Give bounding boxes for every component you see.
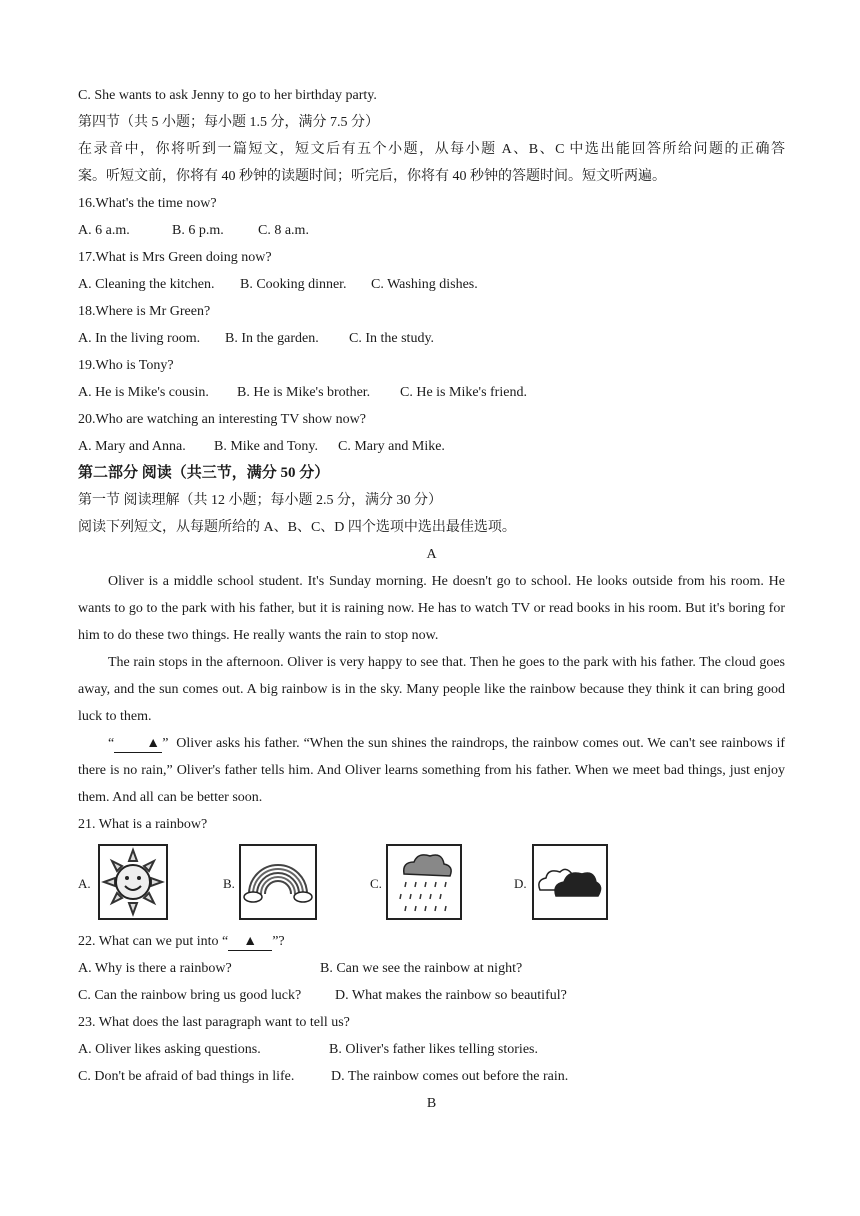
option-c: C. Don't be afraid of bad things in life. — [78, 1069, 295, 1084]
exam-page — [78, 82, 785, 1117]
section-4-heading: 第四节（共 5 小题；每小题 1.5 分，满分 7.5 分） — [78, 115, 379, 130]
question-16: 16.What's the time now? — [78, 196, 217, 211]
answer-blank: ▲ — [228, 934, 272, 951]
question-17: 17.What is Mrs Green doing now? — [78, 250, 272, 265]
question-23-options-row-1 — [78, 1036, 785, 1063]
option-c: C. In the study. — [349, 331, 435, 346]
option-b: B. Can we see the rainbow at night? — [320, 961, 523, 976]
answer-blank: ▲ — [114, 736, 162, 753]
option-b: B. Mike and Tony. — [214, 439, 319, 454]
picture-option-a — [78, 844, 170, 922]
passage-a-paragraph-2: The rain stops in the afternoon. Oliver is very happy to see that. Then he goes to the park with his father. The cloud goes away, and the sun comes out. A big rainbow is in the sky. Many people like the rainbow because they think it can bring good luck to them. — [78, 655, 785, 724]
option-d: D. What makes the rainbow so beautiful? — [335, 988, 567, 1003]
question-15-option-c: C. She wants to ask Jenny to go to her birthday party. — [78, 88, 377, 103]
section-4-instructions-line-1: 在录音中，你将听到一篇短文，短文后有五个小题，从每小题 A、B、C 中选出能回答所给问题的正确答 — [78, 142, 785, 157]
question-22-options-row-1 — [78, 955, 785, 982]
option-c: C. 8 a.m. — [258, 223, 309, 238]
passage-b-label: B — [426, 1096, 437, 1111]
option-a: A. Why is there a rainbow? — [78, 961, 232, 976]
question-21-picture-options — [78, 838, 785, 928]
picture-option-c — [370, 844, 470, 922]
option-a: A. He is Mike's cousin. — [78, 385, 209, 400]
option-b: B. He is Mike's brother. — [237, 385, 371, 400]
question-22 — [78, 928, 785, 955]
option-b: B. Oliver's father likes telling stories. — [329, 1042, 538, 1057]
section-4-instructions-line-2: 案。听短文前，你将有 40 秒钟的读题时间；听完后，你将有 40 秒钟的答题时间。短文听两遍。 — [78, 169, 666, 184]
question-22-text: 22. What can we put into “ — [78, 934, 229, 949]
question-23: 23. What does the last paragraph want to tell us? — [78, 1015, 350, 1030]
cloud-icon — [532, 844, 608, 920]
option-c: C. He is Mike's friend. — [400, 385, 527, 400]
section-1-heading: 第一节 阅读理解（共 12 小题；每小题 2.5 分，满分 30 分） — [78, 493, 442, 508]
rain-cloud-icon — [386, 844, 462, 920]
option-c: C. Can the rainbow bring us good luck? — [78, 988, 302, 1003]
question-17-options — [78, 271, 785, 298]
option-d-label: D. — [514, 876, 527, 891]
option-c: C. Washing dishes. — [371, 277, 478, 292]
question-20-options — [78, 433, 785, 460]
passage-a-label: A — [426, 547, 437, 562]
option-c: C. Mary and Mike. — [338, 439, 445, 454]
option-a-label: A. — [78, 876, 91, 891]
option-d: D. The rainbow comes out before the rain. — [331, 1069, 569, 1084]
question-19-options — [78, 379, 785, 406]
question-16-options — [78, 217, 785, 244]
passage-a-paragraph-1: Oliver is a middle school student. It's Sunday morning. He doesn't go to school. He looks outside from his room. He wants to go to the park with his father, but it is raining now. He has to watch TV or read books in his room. But it's boring for him to do these two things. He really wants the rain to stop now. — [78, 574, 785, 643]
question-18-options — [78, 325, 785, 352]
part-2-heading: 第二部分 阅读（共三节，满分 50 分） — [78, 465, 330, 481]
option-a: A. 6 a.m. — [78, 223, 130, 238]
question-20: 20.Who are watching an interesting TV show now? — [78, 412, 366, 427]
option-a: A. Cleaning the kitchen. — [78, 277, 215, 292]
option-b-label: B. — [223, 876, 235, 891]
question-21: 21. What is a rainbow? — [78, 817, 208, 832]
section-1-instructions: 阅读下列短文，从每题所给的 A、B、C、D 四个选项中选出最佳选项。 — [78, 520, 516, 535]
option-b: B. In the garden. — [225, 331, 319, 346]
option-a: A. Mary and Anna. — [78, 439, 186, 454]
picture-option-d — [514, 844, 614, 922]
option-a: A. Oliver likes asking questions. — [78, 1042, 261, 1057]
rainbow-icon — [239, 844, 317, 920]
question-19: 19.Who is Tony? — [78, 358, 174, 373]
option-b: B. Cooking dinner. — [240, 277, 347, 292]
paragraph-3-text: Oliver asks his father. “When the sun shines the raindrops, the rainbow comes out. We can't see rainbows if there is no rain,” Oliver's father tells him. And Oliver learns something from his father. When we meet bad things, just enjoy them. And all can be better soon. — [78, 736, 785, 805]
question-22-end: ”? — [272, 934, 285, 949]
question-18: 18.Where is Mr Green? — [78, 304, 211, 319]
passage-a-paragraph-3 — [78, 730, 785, 811]
question-23-options-row-2 — [78, 1063, 785, 1090]
sun-icon — [98, 844, 168, 920]
option-a: A. In the living room. — [78, 331, 201, 346]
close-quote: ” — [162, 736, 169, 751]
picture-option-b — [223, 844, 323, 922]
question-22-options-row-2 — [78, 982, 785, 1009]
option-b: B. 6 p.m. — [172, 223, 224, 238]
open-quote: “ — [108, 736, 115, 751]
option-c-label: C. — [370, 876, 382, 891]
